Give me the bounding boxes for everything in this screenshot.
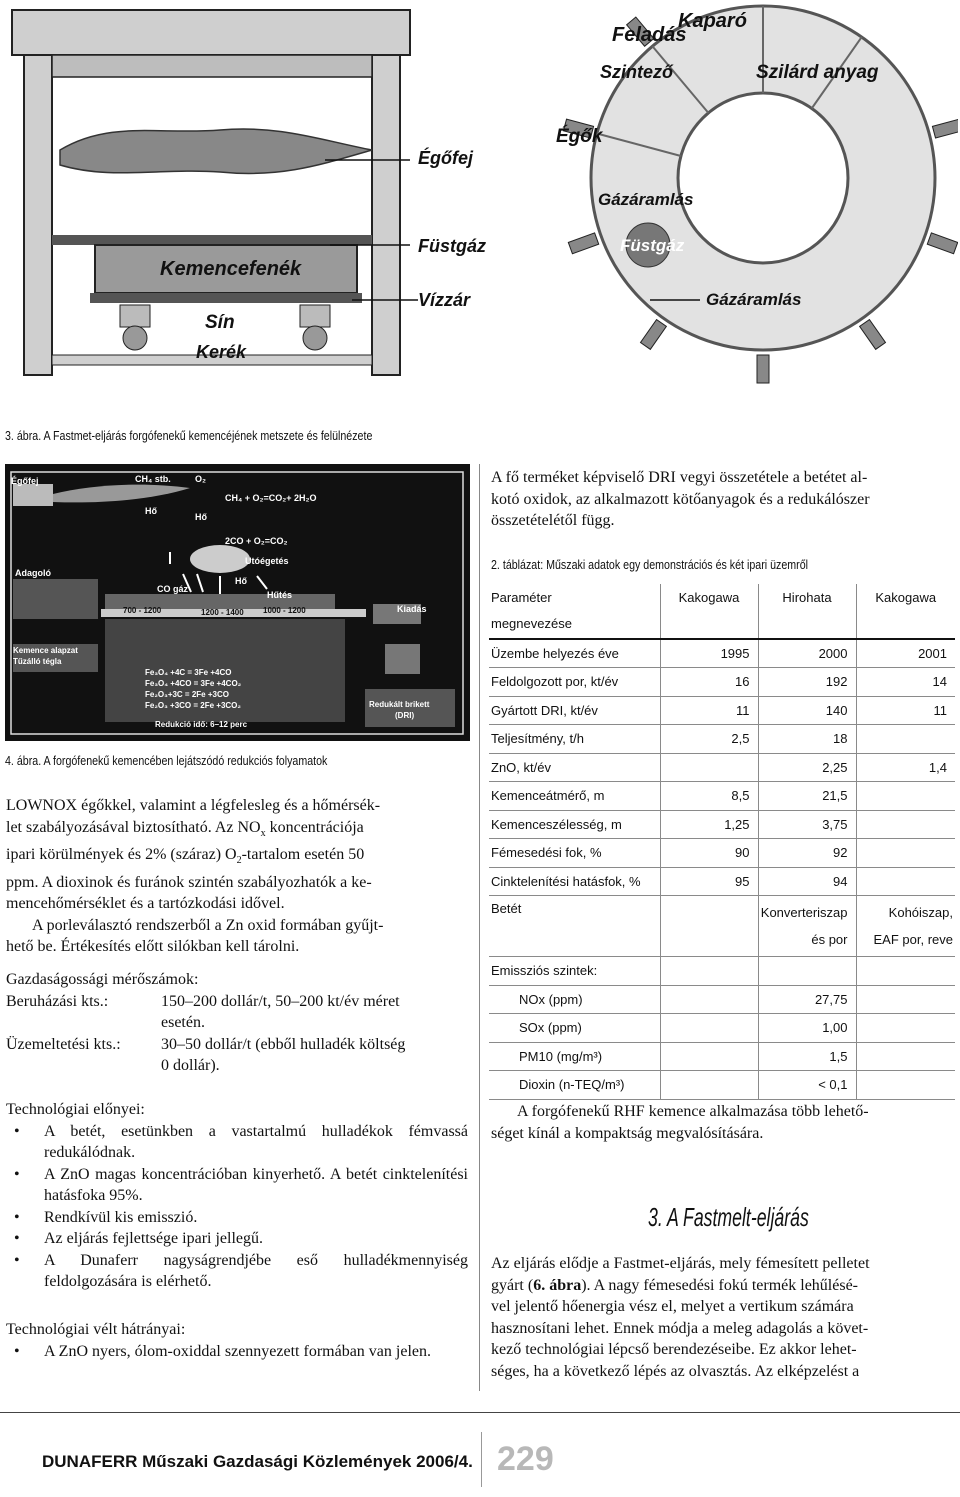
table-header-row-2 bbox=[489, 610, 955, 639]
label-kemencefenek: Kemencefenék bbox=[160, 258, 302, 280]
table-header-parameter-2: megnevezése bbox=[489, 610, 660, 639]
table-cell: 1,25 bbox=[660, 810, 758, 839]
footer-rule bbox=[0, 1412, 960, 1413]
text-line: vel jelentő hőenergia vész el, melyet a vertikum számára bbox=[491, 1298, 854, 1315]
table-cell: 3,75 bbox=[758, 810, 856, 839]
table-cell: 1,00 bbox=[758, 1014, 856, 1043]
fig4-label-dri: (DRI) bbox=[395, 711, 415, 720]
table-cell bbox=[856, 839, 955, 868]
text-line: A fő terméket képviselő DRI vegyi összetétele a betétet al- bbox=[491, 469, 868, 486]
table-cell: ZnO, kt/év bbox=[489, 753, 660, 782]
table-cell: < 0,1 bbox=[758, 1071, 856, 1100]
table-cell: 1,5 bbox=[758, 1042, 856, 1071]
text-line: séget kínál a kompaktság megvalósítására. bbox=[491, 1124, 764, 1142]
table-header-parameter: Paraméter bbox=[489, 584, 660, 610]
fig4-label-brikett: Redukált brikett bbox=[369, 700, 430, 709]
text-line: A porleválasztó rendszerből a Zn oxid formában gyűjt- bbox=[32, 916, 384, 934]
table-cell: Kemenceátmérő, m bbox=[489, 782, 660, 811]
column-divider bbox=[479, 464, 480, 1391]
advantages-section bbox=[6, 1099, 468, 1293]
table-row-emisszio bbox=[489, 957, 955, 986]
text-line: A forgófenekű RHF kemence alkalmazása több lehető- bbox=[517, 1103, 869, 1120]
table-cell: Betét bbox=[489, 896, 660, 957]
table-cell: 18 bbox=[758, 725, 856, 754]
table-cell: 2,5 bbox=[660, 725, 758, 754]
advantage-item: • A betét, esetünkben a vastartalmú hulladékok fémvassá redukálódnak. bbox=[6, 1121, 468, 1164]
table-row bbox=[489, 639, 955, 668]
table-cell: 192 bbox=[758, 668, 856, 697]
fig4-label-t1: 700 - 1200 bbox=[123, 606, 162, 615]
text-line: gyárt (6. ábra). A nagy fémesedési fokú termék lehűlésé- bbox=[491, 1276, 858, 1294]
table-cell: 2,25 bbox=[758, 753, 856, 782]
table-cell bbox=[856, 810, 955, 839]
fig4-label-o2: O₂ bbox=[195, 474, 206, 484]
table-row-betet bbox=[489, 896, 955, 957]
page-number: 229 bbox=[497, 1440, 554, 1478]
table-cell: Cinktelenítési hatásfok, % bbox=[489, 867, 660, 896]
table-row bbox=[489, 753, 955, 782]
table-row-emission bbox=[489, 1014, 955, 1043]
table-header-col3: Kakogawa bbox=[875, 589, 937, 605]
text-line: ppm. A dioxinok és furánok szintén szabályozhatók a ke- bbox=[6, 873, 372, 891]
table-cell: 90 bbox=[660, 839, 758, 868]
table-cell: Dioxin (n-TEQ/m³) bbox=[489, 1071, 660, 1100]
advantage-item: • A ZnO magas koncentrációban kinyerhető. A betét cinktelenítési hatásfoka 95%. bbox=[6, 1164, 468, 1207]
investment-cost-value: 150–200 dollár/t, 50–200 kt/év méret bbox=[161, 992, 400, 1010]
table-cell: Konverteriszap és por bbox=[758, 896, 856, 957]
table-cell: 1,4 bbox=[856, 753, 955, 782]
operating-cost-value-cont: 0 dollár). bbox=[161, 1057, 220, 1074]
fig4-label-t2: 1200 - 1400 bbox=[201, 608, 244, 617]
investment-cost-value-cont: esetén. bbox=[161, 1014, 205, 1031]
fig4-label-eq1: CH₄ + O₂=CO₂+ 2H₂O bbox=[225, 493, 317, 503]
table-row bbox=[489, 725, 955, 754]
table-cell: 8,5 bbox=[660, 782, 758, 811]
table-cell: Fémesedési fok, % bbox=[489, 839, 660, 868]
label-vizzar: Vízzár bbox=[418, 290, 471, 310]
text-line: hető be. Értékesítés előtt silókban kell tárolni. bbox=[6, 938, 300, 956]
label-fustgaz-right: Füstgáz bbox=[620, 236, 685, 255]
table-cell: PM10 (mg/m³) bbox=[489, 1042, 660, 1071]
figure-3 bbox=[0, 0, 958, 405]
label-kerek: Kerék bbox=[196, 342, 247, 362]
table-header-row bbox=[489, 584, 955, 610]
advantage-item: • Rendkívül kis emisszió. bbox=[6, 1207, 468, 1229]
table-cell bbox=[856, 782, 955, 811]
section-title: 3. A Fastmelt-eljárás bbox=[648, 1202, 809, 1232]
text-line: ipari körülmények és 2% (száraz) $O_2$-tartalom esetén 50 bbox=[6, 846, 365, 867]
fig4-label-hutes: Hűtés bbox=[267, 590, 293, 600]
fig4-label-reaction-1: Fe₃O₄ +4C = 3Fe +4CO bbox=[145, 668, 232, 677]
label-gazaramlas-1: Gázáramlás bbox=[598, 190, 694, 209]
fig4-label-reaction-2: Fe₃O₄ +4CO = 3Fe +4CO₂ bbox=[145, 679, 242, 688]
fig4-label-reaction-3: Fe₂O₃+3C = 2Fe +3CO bbox=[145, 690, 229, 699]
table-row-emission bbox=[489, 1071, 955, 1100]
fig4-label-kemence-alapzat: Kemence alapzat bbox=[13, 646, 78, 655]
table-cell: 2000 bbox=[758, 639, 856, 668]
operating-cost-value: 30–50 dollár/t (ebből hulladék költség bbox=[161, 1035, 406, 1053]
table-cell: NOx (ppm) bbox=[489, 985, 660, 1014]
fig4-label-utoegetes: Utóégetés bbox=[245, 556, 289, 566]
fig4-label-ho2: Hő bbox=[195, 512, 207, 522]
label-sin: Sín bbox=[205, 312, 235, 333]
table-2-caption: 2. táblázat: Műszaki adatok egy demonstrációs és két ipari üzemről bbox=[491, 557, 808, 572]
advantages-list bbox=[6, 1121, 468, 1293]
figure-3-caption: 3. ábra. A Fastmet-eljárás forgófenekű kemencéjének metszete és felülnézete bbox=[5, 428, 373, 443]
table-cell bbox=[660, 753, 758, 782]
label-egok: Égők bbox=[556, 126, 603, 147]
table-cell: 16 bbox=[660, 668, 758, 697]
table-cell: 140 bbox=[758, 696, 856, 725]
fig4-label-ho3: Hő bbox=[235, 576, 247, 586]
table-row bbox=[489, 782, 955, 811]
table-cell: 95 bbox=[660, 867, 758, 896]
table-cell: 14 bbox=[856, 668, 955, 697]
table-row bbox=[489, 696, 955, 725]
label-szintezo: Szintező bbox=[600, 62, 674, 82]
economic-metrics bbox=[6, 969, 468, 1077]
fig4-label-adagolo: Adagoló bbox=[15, 568, 51, 578]
table-cell: 1995 bbox=[660, 639, 758, 668]
text-line: LOWNOX égőkkel, valamint a légfelesleg és a hőmérsék- bbox=[6, 797, 381, 814]
table-row bbox=[489, 867, 955, 896]
table-row bbox=[489, 668, 955, 697]
table-cell: 2001 bbox=[856, 639, 955, 668]
fig4-label-reaction-4: Fe₂O₃ +3CO = 2Fe +3CO₂ bbox=[145, 701, 241, 710]
figure-4 bbox=[5, 464, 470, 741]
right-intro-paragraph bbox=[491, 467, 955, 532]
disadvantage-item: • A ZnO nyers, ólom-oxiddal szennyezett formában van jelen. bbox=[6, 1341, 468, 1363]
fig4-label-egofej: Égőfej bbox=[11, 476, 39, 486]
table-cell: 11 bbox=[856, 696, 955, 725]
fig4-label-kiadas: Kiadás bbox=[397, 604, 427, 614]
table-cell: 11 bbox=[660, 696, 758, 725]
table-body bbox=[489, 639, 955, 896]
table-row-emission bbox=[489, 985, 955, 1014]
label-gazaramlas-2: Gázáramlás bbox=[706, 290, 802, 309]
table-cell: 94 bbox=[758, 867, 856, 896]
table-cell: 92 bbox=[758, 839, 856, 868]
text-line: Az eljárás elődje a Fastmet-eljárás, mely fémesített pelletet bbox=[491, 1255, 870, 1272]
advantages-title: Technológiai előnyei: bbox=[6, 1101, 145, 1118]
advantage-item: • Az eljárás fejlettsége ipari jellegű. bbox=[6, 1228, 468, 1250]
table-2 bbox=[489, 584, 955, 1100]
fig4-label-redukcio-ido: Redukció idő: 6–12 perc bbox=[155, 720, 248, 729]
table-cell: 21,5 bbox=[758, 782, 856, 811]
fig4-label-ho1: Hő bbox=[145, 506, 157, 516]
fig4-label-eq2: 2CO + O₂=CO₂ bbox=[225, 536, 288, 546]
table-row-emission bbox=[489, 1042, 955, 1071]
footer-divider bbox=[481, 1432, 482, 1487]
economic-metrics-title: Gazdaságossági mérőszámok: bbox=[6, 971, 199, 988]
text-line: hasznosítani lehet. Ennek módja a meleg adagolás a követ- bbox=[491, 1319, 869, 1337]
right-rhf-paragraph bbox=[491, 1101, 955, 1144]
figure-4-caption: 4. ábra. A forgófenekű kemencében lejátszódó redukciós folyamatok bbox=[5, 753, 328, 768]
operating-cost-label: Üzemeltetési kts.: bbox=[6, 1035, 121, 1053]
table-cell: Teljesítmény, t/h bbox=[489, 725, 660, 754]
label-fustgaz-left: Füstgáz bbox=[418, 236, 487, 256]
investment-cost-label: Beruházási kts.: bbox=[6, 992, 109, 1010]
table-cell bbox=[856, 867, 955, 896]
fig4-label-co-gaz: CO gáz bbox=[157, 584, 189, 594]
table-cell: 27,75 bbox=[758, 985, 856, 1014]
text-line: kotó oxidok, az alkalmazott kötőanyagok és a redukálószer bbox=[491, 490, 870, 508]
table-cell: Kohóiszap, EAF por, reve bbox=[856, 896, 955, 957]
text-line: kező technológiai lépcső berendezéseibe. Ez akkor lehet- bbox=[491, 1341, 857, 1358]
table-header-col1: Kakogawa bbox=[660, 584, 758, 610]
disadvantages-section bbox=[6, 1319, 468, 1362]
left-paragraph-lownox bbox=[6, 795, 468, 958]
disadvantages-title: Technológiai vélt hátrányai: bbox=[6, 1321, 186, 1338]
text-line: let szabályozásával biztosítható. Az $NO_x$ koncentrációja bbox=[6, 818, 364, 839]
table-cell: Feldolgozott por, kt/év bbox=[489, 668, 660, 697]
figure-3-drawing bbox=[0, 0, 958, 405]
footer-journal: DUNAFERR Műszaki Gazdasági Közlemények 2006/4. bbox=[42, 1452, 473, 1471]
table-row bbox=[489, 810, 955, 839]
label-kaparo: Kaparó bbox=[678, 10, 747, 32]
table-cell: Kemenceszélesség, m bbox=[489, 810, 660, 839]
table-cell: SOx (ppm) bbox=[489, 1014, 660, 1043]
text-line: mencehőmérséklet és a tartózkodási idővel. bbox=[6, 895, 285, 913]
right-fastmelt-paragraph bbox=[491, 1253, 955, 1382]
table-cell: Üzembe helyezés éve bbox=[489, 639, 660, 668]
label-feladas: Feladás bbox=[612, 24, 687, 46]
label-egofej: Égőfej bbox=[418, 148, 474, 168]
table-row bbox=[489, 839, 955, 868]
table-emission-body bbox=[489, 985, 955, 1099]
table-cell: Emissziós szintek: bbox=[489, 957, 660, 986]
table-cell bbox=[856, 725, 955, 754]
text-line: séges, ha a következő lépés az olvasztás. Az elképzelést a bbox=[491, 1362, 860, 1380]
disadvantages-list bbox=[6, 1341, 468, 1363]
fig4-label-t3: 1000 - 1200 bbox=[263, 606, 306, 615]
figure-reference: 6. ábra bbox=[533, 1276, 582, 1294]
text-line: összetételétől függ. bbox=[491, 512, 615, 529]
fig4-label-tuzallo-tegla: Tűzálló tégla bbox=[13, 657, 62, 666]
label-szilard-anyag: Szilárd anyag bbox=[756, 62, 879, 83]
table-header-col2: Hirohata bbox=[758, 584, 856, 610]
table-cell: Gyártott DRI, kt/év bbox=[489, 696, 660, 725]
fig4-label-ch4: CH₄ stb. bbox=[135, 474, 171, 484]
advantage-item: • A Dunaferr nagyságrendjébe eső hulladékmennyiség feldolgozására is elérhető. bbox=[6, 1250, 468, 1293]
